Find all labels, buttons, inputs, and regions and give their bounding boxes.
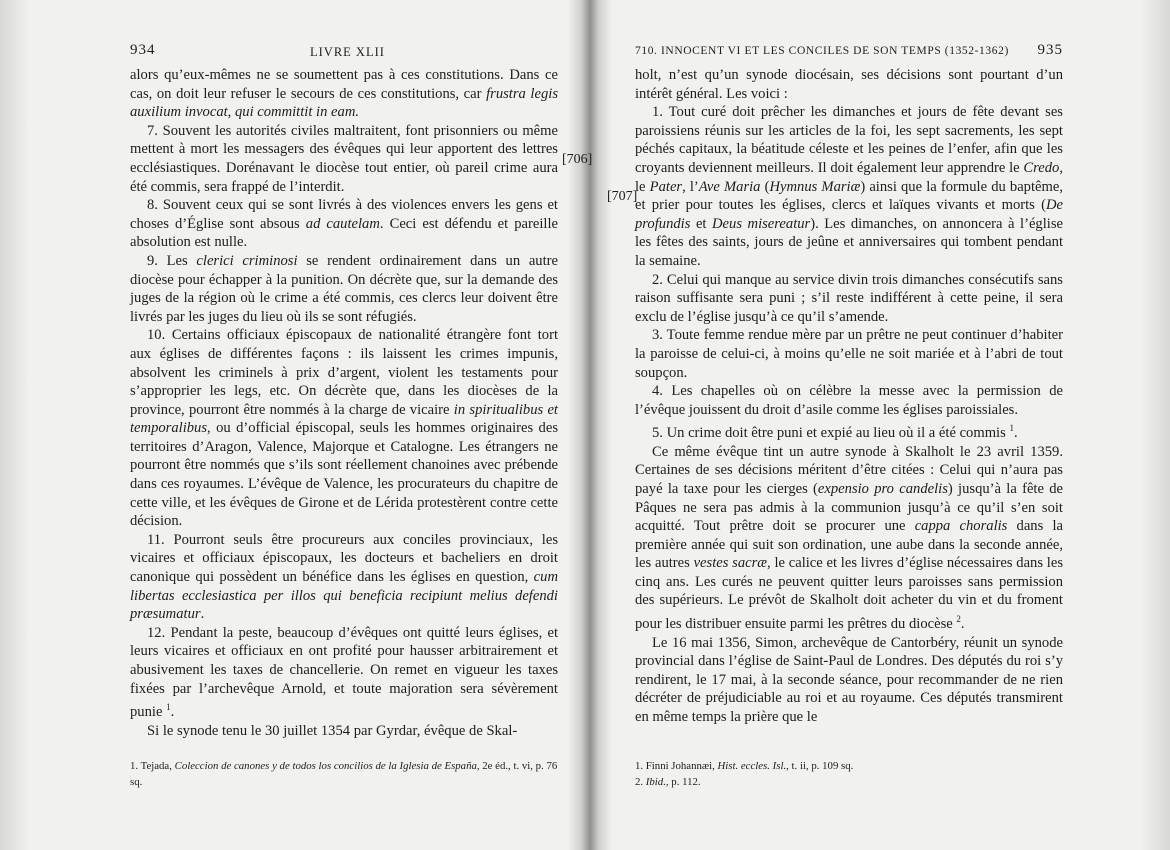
footnote-ref: 1: [166, 702, 171, 713]
paragraph: holt, n’est qu’un synode diocésain, ses décisions sont pourtant d’un intérêt général. Les voici :: [635, 67, 1063, 102]
footnote: 1. Tejada, Coleccion de canones y de todos los concilios de la Iglesia de España, 2e éd., t. vi, p. 76 sq.: [130, 760, 558, 788]
paragraph: Ce même évêque tint un autre synode à Skalholt le 23 avril 1359. Certaines de ses décisions méritent d’être citées : Celui qui n’aura pas payé la taxe pour les cierges (expensio pro candelis) jusqu’à la fête de Pâques ne sera pas admis à la communion jusqu’à ce qu’il s’en soit acquitté. Tout prêtre doit se procurer une cappa choralis dans la première année qui suit son ordination, une aube dans la seconde année, les autres vestes sacræ, le calice et les livres d’église nécessaires dans les cinq ans. Les curés ne peuvent quitter leurs paroisses sans permission des supérieurs. Le prévôt de Skalholt doit acheter du vin et du froment pour les distribuer ensuite parmi les prêtres du diocèse $^2$.: [635, 443, 1063, 632]
paragraph: 2. Celui qui manque au service divin trois dimanches consécutifs sans raison suffisante sera puni ; s’il reste indifférent à cette peine, il sera exclu de l’église jusqu’à ce qu’il s’amende.: [635, 271, 1063, 325]
paragraph: 11. Pourront seuls être procureurs aux conciles provinciaux, les vicaires et officiaux épiscopaux, les docteurs et bacheliers en droit canonique qui possèdent un bénéfice dans les églises en question, cum libertas ecclesiastica per illos qui beneficia recipiunt melius defendi præsumatur.: [130, 531, 558, 623]
page-edge-shadow-left: [0, 0, 30, 850]
page-edge-shadow-right: [1140, 0, 1170, 850]
paragraph: alors qu’eux-mêmes ne se soumettent pas à ces constitutions. Dans ce cas, on doit leur refuser le secours de ces constitutions, car frustra legis auxilium invocat, qui committit in eam.: [130, 67, 558, 121]
margin-page-number: [707]: [607, 189, 638, 204]
paragraph: 9. Les clerici criminosi se rendent ordinairement dans un autre diocèse pour échapper à la punition. On décrète que, sur la demande des juges de la région où le crime a été commis, ces clercs leur doivent être livrés par les juges du lieu où ils se sont réfugiés.: [130, 252, 558, 325]
footnote: 2. Ibid., p. 112.: [635, 776, 701, 788]
footnote: 1. Finni Johannæi, Hist. eccles. Isl., t. ii, p. 109 sq.: [635, 760, 854, 772]
paragraph: 7. Souvent les autorités civiles maltraitent, font prisonniers ou même mettent à mort les messagers des évêques qui leur apportent des lettres ecclésiastiques. Dorénavant le diocèse tout entier, où pareil crime aura été commis, sera frappé de l’interdit.: [130, 122, 558, 195]
paragraph: Le 16 mai 1356, Simon, archevêque de Cantorbéry, réunit un synode provincial dans l’église de Saint-Paul de Londres. Des députés du roi s’y rendirent, le 17 mai, à la seconde séance, pour recommander de ne rien décréter de préjudiciable au roi et au royaume. Ces députés transmirent en même temps la prière que le: [635, 634, 1063, 725]
paragraph: 4. Les chapelles où on célèbre la messe avec la permission de l’évêque jouissent du droit d’asile comme les églises paroissiales.: [635, 383, 1063, 418]
left-folio: 934: [130, 42, 156, 58]
paragraph: 5. Un crime doit être puni et expié au lieu où il a été commis $^1$.: [652, 423, 1018, 442]
paragraph: 12. Pendant la peste, beaucoup d’évêques ont quitté leurs églises, et leurs vicaires et officiaux en ont profité pour hausser arbitrairement et abusivement les taxes de chancellerie. On remet en vigueur les taxes fixées par l’archevêque Arnold, et toute majoration sera sévèrement punie $^1$.: [130, 624, 558, 721]
paragraph: 10. Certains officiaux épiscopaux de nationalité étrangère font tort aux églises de différentes façons : ils laissent les crimes impunis, absolvent les criminels à prix d’argent, violent les testaments pour s’approprier les legs, etc. On décrète que, dans les diocèses de la province, pourront être nommés à la charge de vicaire in spiritualibus et temporalibus, ou d’official épiscopal, seuls les hommes originaires des territoires d’Aragon, Valence, Majorque et Catalogne. Les étrangers ne pourront être nommés que s’ils sont réellement chanoines avec prébende dans ces royaumes. L’évêque de Valence, les procurateurs du chapitre de cette ville, et les évêques de Girone et de Lérida protestèrent contre cette décision.: [130, 327, 558, 530]
book-gutter: [568, 0, 612, 850]
paragraph: 1. Tout curé doit prêcher les dimanches et jours de fête devant ses paroissiens réunis sur les articles de la foi, les sept sacrements, les sept péchés capitaux, la béatitude céleste et les peines de l’enfer, afin que les croyants deviennent meilleurs. Il doit également leur apprendre le Credo, le Pater, l’Ave Maria (Hymnus Mariæ) ainsi que la formule du baptême, et prier pour toutes les églises, clercs et laïques vivants et morts (De profundis et Deus misereatur). Les dimanches, on annoncera à l’église les fêtes des saints, jours de jeûne et anniversaires qui tombent pendant la semaine.: [635, 104, 1063, 269]
right-body: [635, 66, 1063, 727]
right-folio: 935: [1037, 42, 1063, 58]
paragraph: 3. Toute femme rendue mère par un prêtre ne peut continuer d’habiter la paroisse de celui-ci, à moins qu’elle ne soit mariée et à l’abri de tout soupçon.: [635, 327, 1063, 381]
left-running-title: LIVRE XLII: [310, 45, 385, 59]
left-running-head: [130, 40, 558, 62]
right-footnotes: [635, 758, 1063, 790]
left-body: [130, 66, 558, 740]
paragraph: 8. Souvent ceux qui se sont livrés à des violences envers les gens et choses d’Église sont absous ad cautelam. Ceci est défendu et pareille absolution est nulle.: [130, 197, 558, 251]
margin-page-number: [706]: [562, 152, 593, 167]
paragraph: Si le synode tenu le 30 juillet 1354 par Gyrdar, évêque de Skal-: [147, 722, 518, 739]
footnote-ref: 2: [956, 614, 961, 625]
right-running-head: [635, 40, 1063, 62]
footnote-ref: 1: [1009, 423, 1014, 434]
left-footnotes: [130, 758, 558, 790]
right-running-title: 710. INNOCENT VI ET LES CONCILES DE SON TEMPS (1352-1362): [635, 45, 1009, 57]
left-page: [130, 40, 558, 740]
right-page: [635, 40, 1063, 727]
